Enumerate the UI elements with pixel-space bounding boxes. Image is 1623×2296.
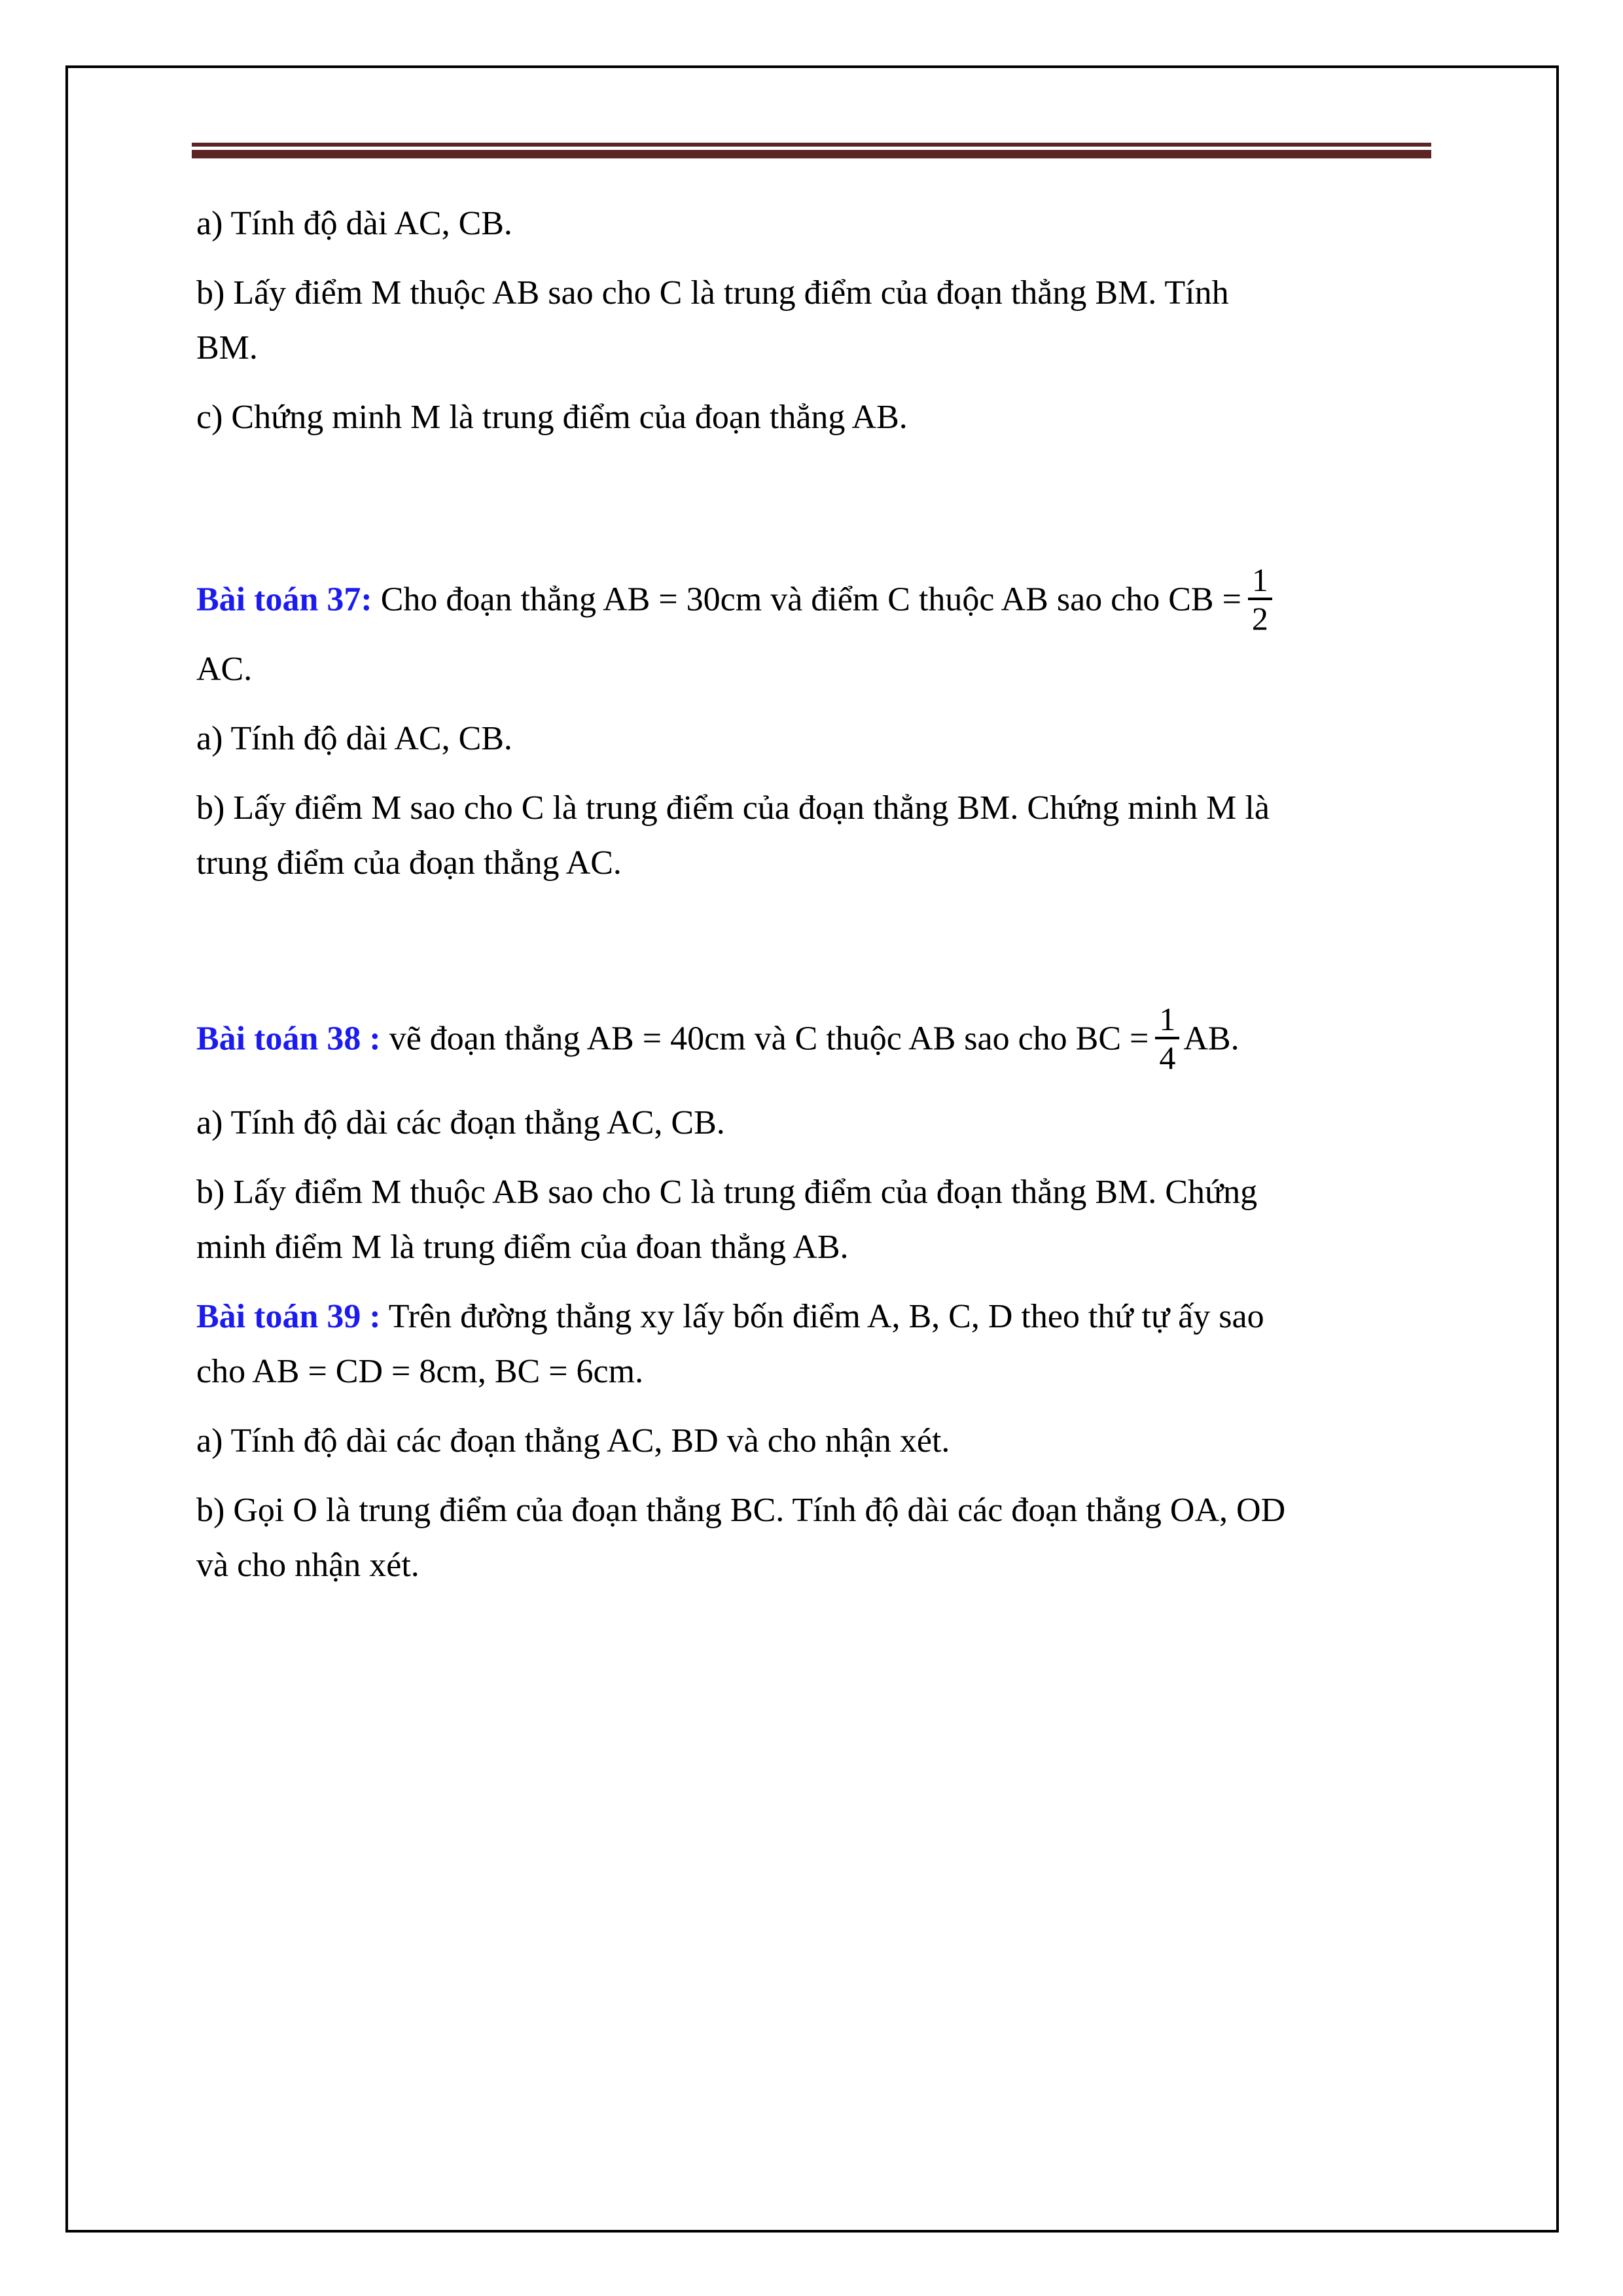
intro-item-a <box>196 196 1453 251</box>
problem-38-item-b <box>196 1165 1453 1275</box>
problem-38-intro-suffix: AB. <box>1183 1020 1240 1058</box>
text-line: c) Chứng minh M là trung điểm của đoạn thẳng AB. <box>196 399 908 436</box>
text-line <box>196 563 1453 642</box>
problem-37-label: Bài toán 37: <box>196 581 372 619</box>
problem-38-statement <box>196 1002 1453 1081</box>
text-line: b) Lấy điểm M thuộc AB sao cho C là trung điểm của đoạn thẳng BM. Tính <box>196 274 1229 312</box>
problem-37-item-a <box>196 711 1453 766</box>
text-line: a) Tính độ dài AC, CB. <box>196 205 512 242</box>
text-line: trung điểm của đoạn thẳng AC. <box>196 844 622 882</box>
problem-37-item-b <box>196 781 1453 891</box>
header-divider-thick-line <box>192 150 1431 158</box>
problem-39-intro-text: Trên đường thẳng xy lấy bốn điểm A, B, C, D theo thứ tự ấy sao <box>388 1298 1264 1335</box>
problem-38-item-a <box>196 1096 1453 1151</box>
problem-38-intro-text: vẽ đoạn thẳng AB = 40cm và C thuộc AB sao cho BC = <box>389 1020 1149 1058</box>
problem-38-label: Bài toán 38 : <box>196 1020 381 1058</box>
header-divider-thin-line <box>192 143 1431 147</box>
fraction-one-half <box>1248 563 1272 636</box>
text-line <box>196 1002 1453 1081</box>
text-line: cho AB = CD = 8cm, BC = 6cm. <box>196 1353 644 1390</box>
text-line: b) Gọi O là trung điểm của đoạn thẳng BC. Tính độ dài các đoạn thẳng OA, OD <box>196 1492 1286 1529</box>
text-line: a) Tính độ dài AC, CB. <box>196 720 512 757</box>
text-line: AC. <box>196 651 253 688</box>
text-line: b) Lấy điểm M thuộc AB sao cho C là trung điểm của đoạn thẳng BM. Chứng <box>196 1174 1258 1211</box>
text-line: và cho nhận xét. <box>196 1547 419 1584</box>
fraction-numerator: 1 <box>1159 1001 1176 1037</box>
header-divider-rule <box>192 143 1431 158</box>
text-line: b) Lấy điểm M sao cho C là trung điểm của đoạn thẳng BM. Chứng minh M là <box>196 789 1270 827</box>
fraction-denominator: 2 <box>1248 598 1272 636</box>
text-line: minh điểm M là trung điểm của đoan thẳng AB. <box>196 1229 849 1266</box>
problem-39-statement <box>196 1289 1453 1399</box>
document-body <box>196 196 1453 1607</box>
text-line: a) Tính độ dài các đoạn thẳng AC, CB. <box>196 1104 725 1141</box>
text-line: a) Tính độ dài các đoạn thẳng AC, BD và cho nhận xét. <box>196 1422 950 1460</box>
problem-37-statement <box>196 563 1453 697</box>
fraction-denominator: 4 <box>1155 1037 1179 1075</box>
intro-item-b <box>196 266 1453 376</box>
problem-39-label: Bài toán 39 : <box>196 1298 381 1335</box>
fraction-one-quarter <box>1155 1002 1179 1075</box>
text-line: BM. <box>196 329 258 367</box>
fraction-numerator: 1 <box>1251 562 1268 598</box>
problem-39-item-a <box>196 1414 1453 1469</box>
problem-39-item-b <box>196 1483 1453 1593</box>
problem-37-intro-text: Cho đoạn thẳng AB = 30cm và điểm C thuộc AB sao cho CB = <box>380 581 1241 619</box>
intro-item-c <box>196 390 1453 445</box>
text-line <box>196 1289 1453 1344</box>
